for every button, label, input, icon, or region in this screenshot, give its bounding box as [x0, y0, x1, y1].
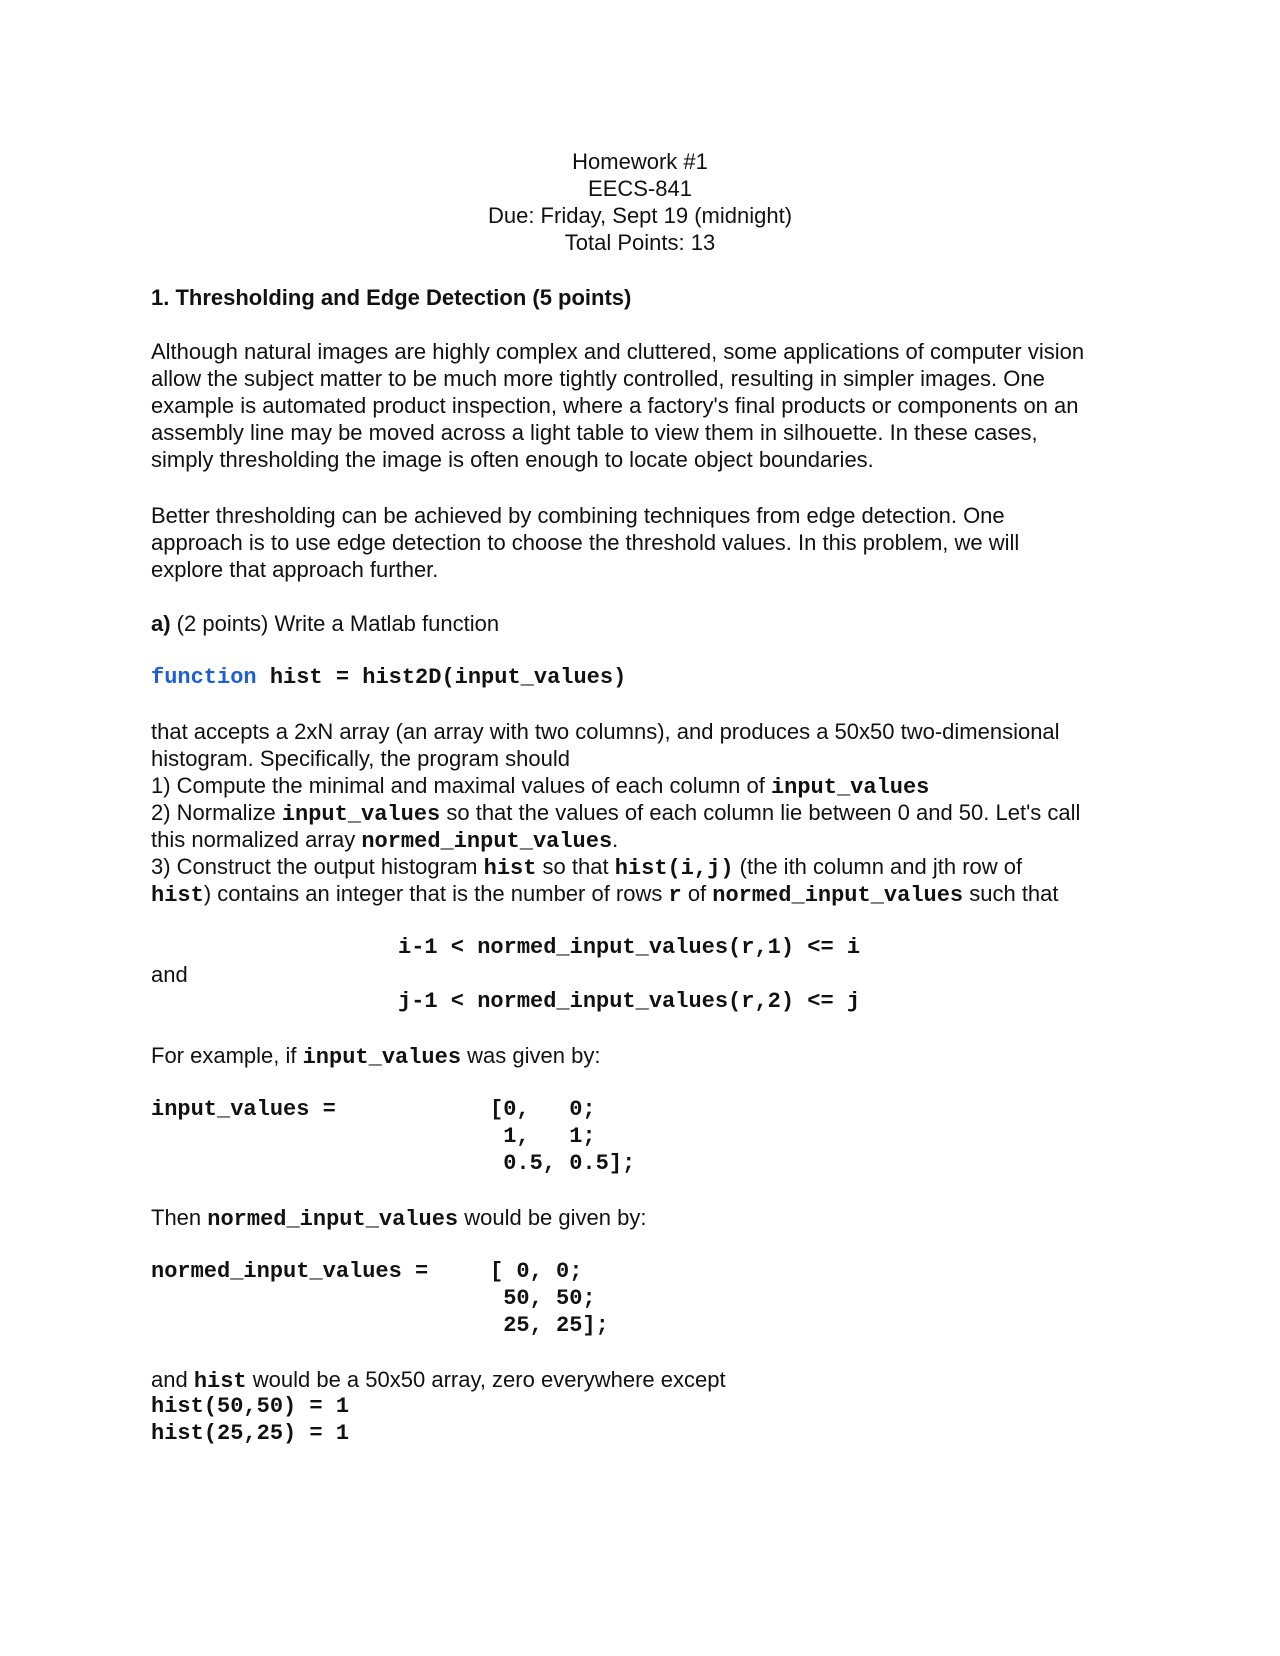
step-code: normed_input_values: [712, 883, 964, 908]
doc-title: Homework #1: [572, 149, 708, 174]
step-1: [151, 772, 929, 801]
desc-line: that accepts a 2xN array (an array with two columns), and produces a 50x50 two-dimensional: [151, 719, 1060, 744]
part-a-intro: [151, 610, 499, 637]
final-line: [151, 1366, 726, 1395]
step-code: r: [668, 883, 682, 908]
matrix-row: 0.5, 0.5];: [490, 1151, 636, 1176]
step-code: normed_input_values: [361, 829, 613, 854]
step-text: .: [612, 827, 619, 852]
step-text: such that: [963, 881, 1059, 906]
total-points: Total Points: 13: [564, 230, 716, 255]
example-intro: [151, 1042, 600, 1071]
paragraph-line: approach is to use edge detection to choose the threshold values. In this problem, we will: [151, 530, 1020, 555]
step-text: was given by:: [461, 1043, 601, 1068]
step-2: [151, 799, 1080, 828]
function-signature: [151, 664, 626, 691]
step-code: input_values: [302, 1045, 462, 1070]
step-code: hist(i,j): [614, 856, 734, 881]
paragraph-line: explore that approach further.: [151, 557, 439, 582]
step-3-cont: [151, 880, 1059, 909]
step-text: and: [151, 1367, 194, 1392]
step-text: ) contains an integer that is the number of rows: [203, 881, 669, 906]
function-keyword: function: [151, 665, 257, 690]
input-values-label: input_values =: [151, 1097, 336, 1122]
step-text: (the ith column and jth row of: [733, 854, 1023, 879]
step-text: so that: [536, 854, 615, 879]
step-text: of: [681, 881, 713, 906]
paragraph-2: [151, 502, 1141, 583]
step-3: [151, 853, 1022, 882]
step-text: this normalized array: [151, 827, 362, 852]
condition-2: j-1 < normed_input_values(r,2) <= j: [398, 989, 861, 1014]
step-text: Then: [151, 1205, 208, 1230]
step-code: input_values: [770, 775, 930, 800]
matrix-row: 25, 25];: [490, 1313, 609, 1338]
desc-line: histogram. Specifically, the program should: [151, 746, 571, 771]
matrix-row: 1, 1;: [490, 1124, 596, 1149]
matrix-row: [0, 0;: [490, 1097, 596, 1122]
step-text: 1) Compute the minimal and maximal values of each column of: [151, 773, 771, 798]
step-text: would be a 50x50 array, zero everywhere except: [246, 1367, 726, 1392]
paragraph-line: Better thresholding can be achieved by combining techniques from edge detection. One: [151, 503, 1005, 528]
then-line: [151, 1204, 646, 1233]
step-2-cont: [151, 826, 618, 855]
condition-1: i-1 < normed_input_values(r,1) <= i: [398, 935, 861, 960]
step-code: hist: [483, 856, 537, 881]
step-text: 2) Normalize: [151, 800, 282, 825]
step-text: 3) Construct the output histogram: [151, 854, 484, 879]
step-code: hist: [193, 1369, 247, 1394]
paragraph-line: simply thresholding the image is often enough to locate object boundaries.: [151, 447, 874, 472]
paragraph-line: assembly line may be moved across a light table to view them in silhouette. In these cases,: [151, 420, 1038, 445]
matrix-row: 50, 50;: [490, 1286, 596, 1311]
step-code: input_values: [281, 802, 441, 827]
normed-values-label: normed_input_values =: [151, 1259, 429, 1284]
result-line: hist(25,25) = 1: [151, 1421, 350, 1446]
part-a-label: a): [151, 611, 171, 636]
step-text: would be given by:: [458, 1205, 647, 1230]
paragraph-line: example is automated product inspection, where a factory's final products or components on an: [151, 393, 1079, 418]
course-code: EECS-841: [588, 176, 692, 201]
function-rest: hist = hist2D(input_values): [256, 665, 627, 690]
due-date: Due: Friday, Sept 19 (midnight): [487, 203, 793, 228]
result-line: hist(50,50) = 1: [151, 1394, 350, 1419]
paragraph-line: allow the subject matter to be much more tightly controlled, resulting in simpler images. One: [151, 366, 1045, 391]
step-code: hist: [151, 883, 204, 908]
step-text: so that the values of each column lie between 0 and 50. Let's call: [440, 800, 1081, 825]
paragraph-1: [151, 338, 1141, 473]
doc-header: [0, 148, 1280, 256]
step-text: For example, if: [151, 1043, 303, 1068]
matrix-row: [ 0, 0;: [490, 1259, 583, 1284]
part-a-text: (2 points) Write a Matlab function: [170, 611, 500, 636]
and-word: and: [151, 962, 188, 987]
paragraph-line: Although natural images are highly complex and cluttered, some applications of computer vision: [151, 339, 1085, 364]
step-code: normed_input_values: [207, 1207, 459, 1232]
section-heading: 1. Thresholding and Edge Detection (5 points): [151, 285, 632, 310]
